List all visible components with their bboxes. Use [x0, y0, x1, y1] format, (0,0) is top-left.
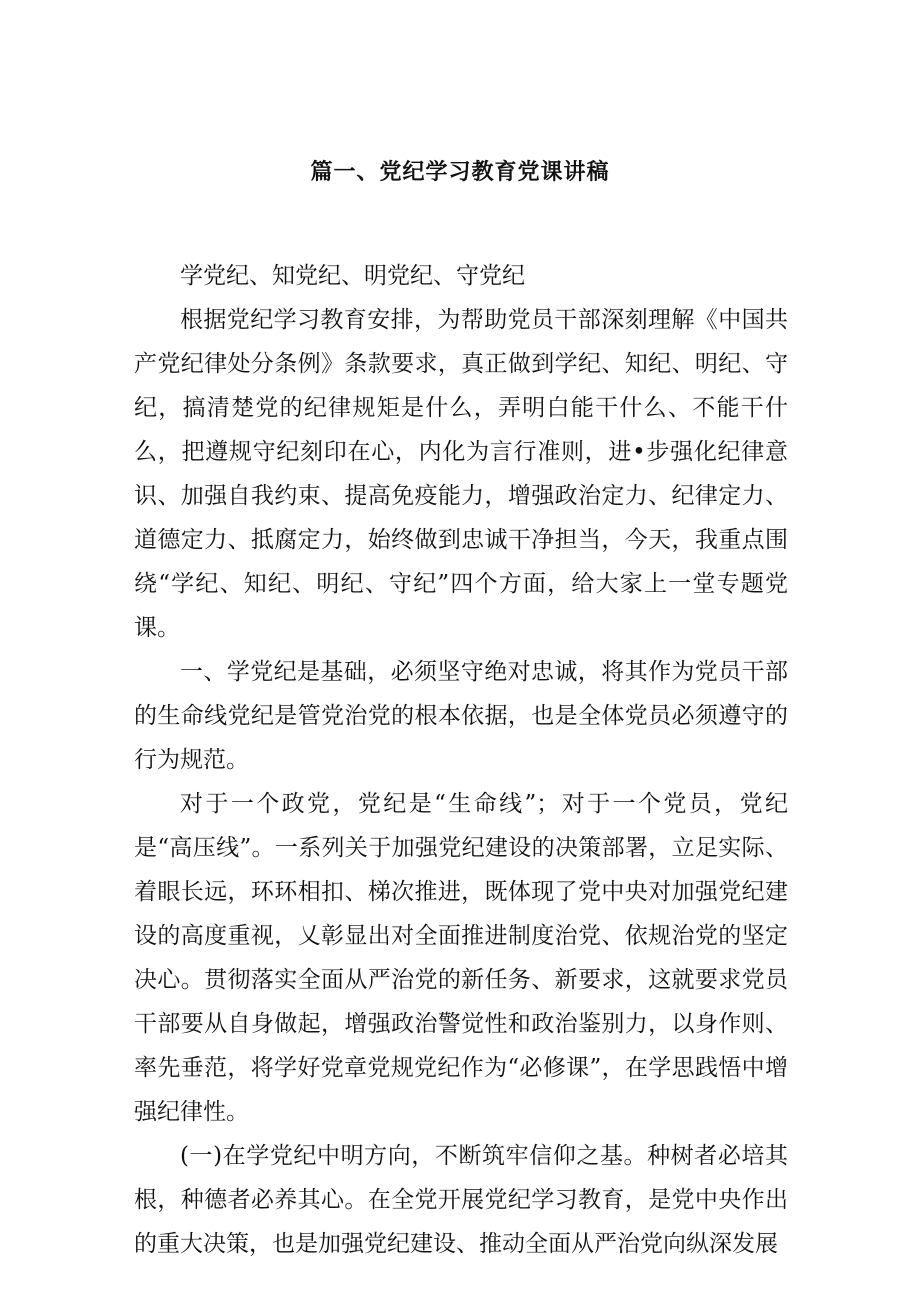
document-body [134, 254, 788, 1266]
paragraph-section-one: 一、学党纪是基础，必须坚守绝对忠诚，将其作为党员干部的生命线党纪是管党治党的根本依据，也是全体党员必须遵守的行为规范。 [134, 659, 788, 773]
paragraph-party-discipline: 对于一个政党，党纪是“生命线”；对于一个党员，党纪是“高压线”。一系列关于加强党纪建设的决策部署，立足实际、着眼长远，环环相扣、梯次推进，既体现了党中央对加强党纪建设的高度重视，乂彰显出对全面推进制度治党、依规治党的坚定决心。贯彻落实全面从严治党的新任务、新要求，这就要求党员干部要从自身做起，增强政治警觉性和政治鉴别力，以身作则、率先垂范，将学好党章党规党纪作为“必修课”，在学思践悟中增强纪律性。 [134, 791, 788, 1125]
document-title: 篇一、党纪学习教育党课讲稿 [310, 159, 610, 185]
paragraph-subsection-one: (一)在学党纪中明方向，不断筑牢信仰之基。种树者必培其根，种德者必养其心。在全党开展党纪学习教育，是党中央作出的重大决策，也是加强党纪建设、推动全面从严治党向纵深发展 [134, 1143, 788, 1257]
paragraph-intro: 根据党纪学习教育安排，为帮助党员干部深刻理解《中国共产党纪律处分条例》条款要求，真正做到学纪、知纪、明纪、守纪，搞清楚党的纪律规矩是什么，弄明白能干什么、不能干什么，把遵规守纪刻印在心，内化为言行准则，进•步强化纪律意识、加强自我约束、提高免疫能力，增强政治定力、纪律定力、道德定力、抵腐定力，始终做到忠诚干净担当，今天，我重点围绕“学纪、知纪、明纪、守纪”四个方面，给大家上一堂专题党课。 [134, 307, 788, 641]
paragraph-subtitle: 学党纪、知党纪、明党纪、守党纪 [180, 263, 525, 289]
